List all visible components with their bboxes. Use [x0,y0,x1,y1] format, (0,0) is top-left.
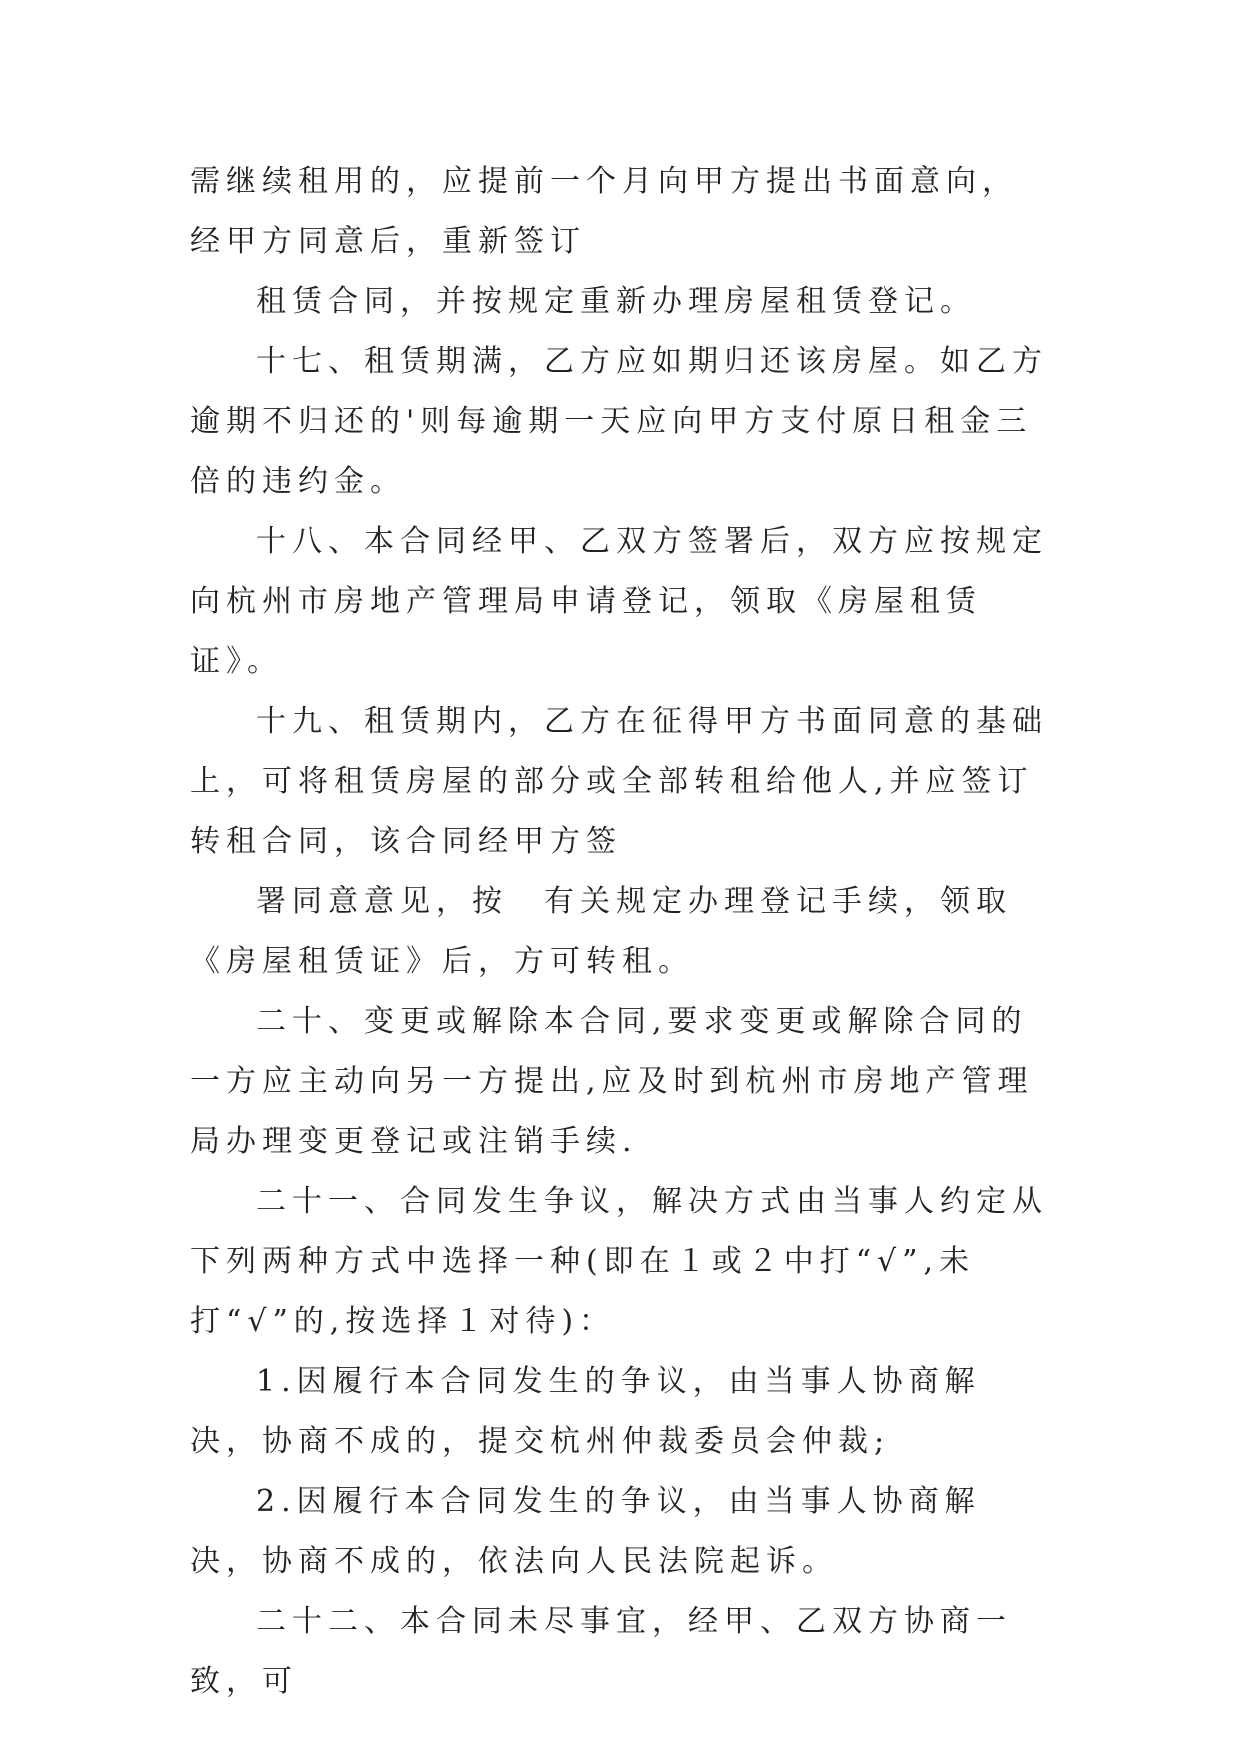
paragraph-renewal-continued: 租赁合同，并按规定重新办理房屋租赁登记。 [256,284,976,319]
paragraph-clause-17: 十七、租赁期满，乙方应如期归还该房屋。如乙方逾期不归还的'则每逾期一天应向甲方支付原日租金三倍的违约金。 [190,344,1048,499]
document-page [190,152,1050,1712]
paragraph-clause-18: 十八、本合同经甲、乙双方签署后，双方应按规定向杭州市房地产管理局申请登记，领取《房屋租赁证》。 [190,524,1048,679]
paragraph-clause-19-continued: 署同意意见，按 有关规定办理登记手续，领取《房屋租赁证》后，方可转租。 [190,884,1012,979]
paragraph-option-2: 2.因履行本合同发生的争议，由当事人协商解决，协商不成的，依法向人民法院起诉。 [190,1484,981,1579]
paragraph-clause-19: 十九、租赁期内，乙方在征得甲方书面同意的基础上，可将租赁房屋的部分或全部转租给他人,并应签订转租合同，该合同经甲方签 [190,704,1048,859]
paragraph-clause-22: 二十二、本合同未尽事宜，经甲、乙双方协商一致，可 [190,1604,1012,1699]
paragraph-clause-21: 二十一、合同发生争议，解决方式由当事人约定从下列两种方式中选择一种(即在１或２中打“√”,未打“√”的,按选择１对待)： [190,1184,1048,1339]
paragraph-option-1: 1.因履行本合同发生的争议，由当事人协商解决，协商不成的，提交杭州仲裁委员会仲裁; [190,1364,981,1459]
paragraph-clause-20: 二十、变更或解除本合同,要求变更或解除合同的一方应主动向另一方提出,应及时到杭州市房地产管理局办理变更登记或注销手续. [190,1004,1034,1159]
paragraph-renewal: 需继续租用的，应提前一个月向甲方提出书面意向，经甲方同意后，重新签订 [190,164,1018,259]
